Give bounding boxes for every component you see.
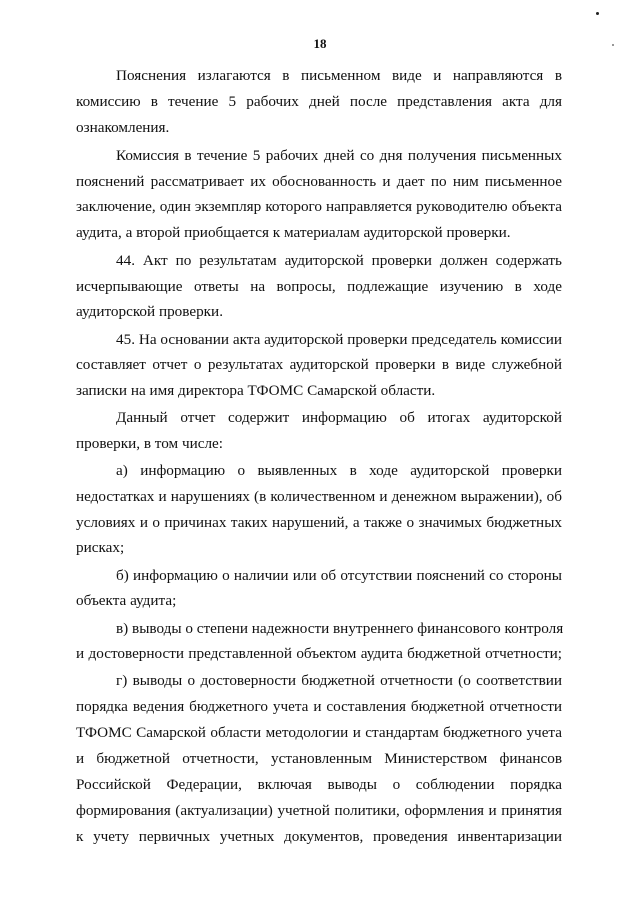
text-line: записки на имя директора ТФОМС Самарской области.	[76, 382, 436, 399]
text-line: к учету первичных учетных документов, проведения инвентаризации	[76, 828, 562, 845]
text-line: аудиторской проверки.	[76, 303, 223, 320]
text-line: б) информацию о наличии или об отсутствии пояснений со стороны	[116, 567, 562, 584]
text-line: и бюджетной отчетности, установленным Министерством финансов	[76, 750, 562, 767]
text-line: Пояснения излагаются в письменном виде и направляются в	[116, 67, 562, 84]
text-line: а) информацию о выявленных в ходе аудиторской проверки	[116, 462, 562, 479]
text-line: ознакомления.	[76, 119, 170, 136]
text-line: Комиссия в течение 5 рабочих дней со дня получения письменных	[116, 147, 562, 164]
text-line: комиссию в течение 5 рабочих дней после представления акта для	[76, 93, 562, 110]
text-line: исчерпывающие ответы на вопросы, подлежащие изучению в ходе	[76, 278, 562, 295]
text-line: пояснений рассматривает их обоснованность и дает по ним письменное	[76, 173, 562, 190]
scan-speck	[612, 44, 614, 46]
page-number: 18	[313, 36, 327, 51]
text-line: объекта аудита;	[76, 592, 177, 609]
text-line: составляет отчет о результатах аудиторской проверки в виде служебной	[76, 356, 562, 373]
text-line: рисках;	[76, 539, 125, 556]
text-line: ТФОМС Самарской области методологии и стандартам бюджетного учета	[76, 724, 562, 741]
text-line: недостатках и нарушениях (в количественном и денежном выражении), об	[76, 488, 562, 505]
text-line: в) выводы о степени надежности внутреннего финансового контроля	[116, 620, 564, 637]
text-line: формирования (актуализации) учетной политики, оформления и принятия	[76, 802, 562, 819]
text-line: 45. На основании акта аудиторской проверки председатель комиссии	[116, 331, 562, 348]
text-line: 44. Акт по результатам аудиторской проверки должен содержать	[116, 252, 562, 269]
text-line: г) выводы о достоверности бюджетной отчетности (о соответствии	[116, 672, 562, 689]
text-line: условиях и о причинах таких нарушений, а также о значимых бюджетных	[76, 514, 562, 531]
text-line: и достоверности представленной объектом аудита бюджетной отчетности;	[76, 645, 562, 662]
text-line: аудита, а второй приобщается к материалам аудиторской проверки.	[76, 224, 511, 241]
text-line: заключение, один экземпляр которого направляется руководителю объекта	[76, 198, 562, 215]
scan-speck	[596, 12, 599, 15]
text-line: Данный отчет содержит информацию об итогах аудиторской	[116, 409, 562, 426]
text-line: проверки, в том числе:	[76, 435, 223, 452]
text-line: порядка ведения бюджетного учета и составления бюджетной отчетности	[76, 698, 562, 715]
text-line: Российской Федерации, включая выводы о соблюдении порядка	[76, 776, 562, 793]
